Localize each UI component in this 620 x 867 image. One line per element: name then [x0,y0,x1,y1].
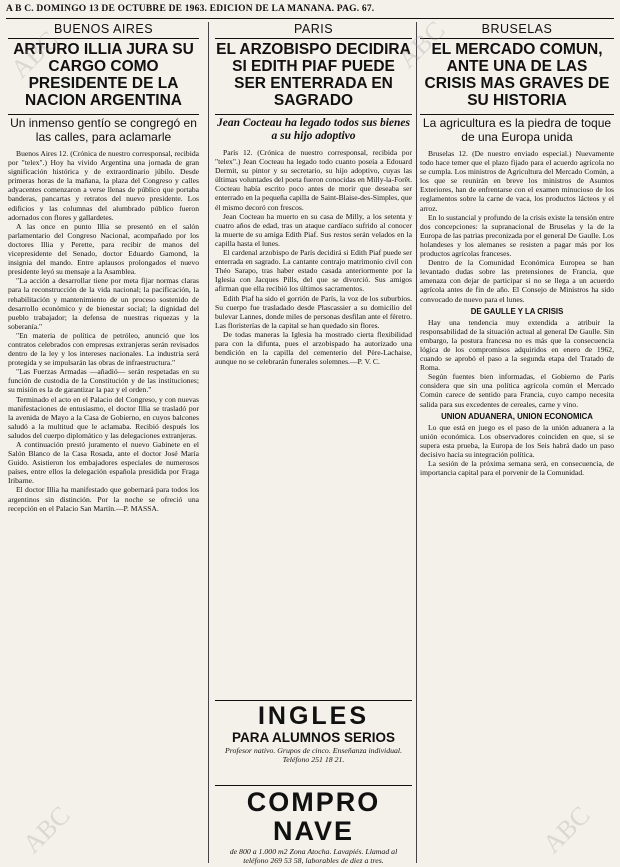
paragraph: "En materia de política de petróleo, anunció que los contratos celebrados con empresas extranjeras serán revisados dentro de la ley y los intereses nacionales. La industria será protegida y se impulsarán las obras de infraestructura." [8,330,199,368]
paragraph: El cardenal arzobispo de París decidirá si Edith Piaf puede ser enterrada en sagrado. La cantante contrajo matrimonio civil con Théo Sarapo, tras haber estado casada anteriormente por la Iglesia con Jacques Pills, del que se divorció. Sus amigos afirman que ella recibió los últimos sacramentos. [215,248,412,294]
subheadline: Un inmenso gentío se congregó en las calles, para aclamarle [10,116,197,144]
paragraph: A continuación prestó juramento el nuevo Gabinete en el Salón Blanco de la Casa Rosada, ante el doctor José María Guido. Asistieron los embajadores especiales de numerosos países, entre ellos la delegación española presidida por Fraga Iribarne. [8,440,199,486]
headline: EL MERCADO COMUN, ANTE UNA DE LAS CRISIS MAS GRAVES DE SU HISTORIA [424,41,610,109]
article-body [420,149,614,477]
article-body [8,149,199,513]
paragraph: Edith Piaf ha sido el gorrión de París, la voz de los suburbios. Su cuerpo fue trasladado desde Plascassier a su domicilio del bulevar Lannes, donde miles de personas desfilan ante el féretro. Las floristerías de la capital se han quedado sin flores. [215,293,412,330]
article-paris [215,22,412,697]
subheadline: La agricultura es la piedra de toque de una Europa unida [422,116,612,144]
headline-box [215,38,412,115]
column-divider [208,22,209,863]
headline-box [420,38,614,115]
paragraph: La sesión de la próxima semana será, en consecuencia, de importancia capital para el porvenir de la Comunidad. [420,459,614,478]
masthead: A B C. DOMINGO 13 DE OCTUBRE DE 1963. EDICION DE LA MAÑANA. PAG. 67. [6,4,375,14]
paragraph: El doctor Illia ha manifestado que gobernará para todos los argentinos sin distinción. Por la noche se ofreció una recepción en el Palacio San Martín.—P. MASSA. [8,485,199,513]
watermark: ABC [17,800,76,859]
paragraph: Terminado el acto en el Palacio del Congreso, y con nuevas manifestaciones de entusiasmo, el doctor Illia se trasladó por la avenida de Mayo a la Casa de Gobierno, en cuyos balcones saludó a la multitud que le aclamaba. Recibió después los saludos del cuerpo diplomático y las delegaciones extranjeras. [8,394,199,440]
ad-subtitle: PARA ALUMNOS SERIOS [231,730,395,745]
watermark: ABC [5,25,64,84]
paragraph: Según fuentes bien informadas, el Gobierno de París considera que sin una política agrícola común el Mercado Común carece de sentido para Francia, cuyo campo necesita salida para sus excedentes de cereales, carne y vino. [420,372,614,409]
paragraph: "La acción a desarrollar tiene por meta fijar normas claras para la reconstrucción de la vida nacional; la pacificación, la rehabilitación y mantenimiento de un proceso sostenido de desarrollo económico y de bienestar social; la dignidad del pueblo trabajador; la defensa de nuestras riquezas y la soberanía." [8,276,199,331]
paragraph: París 12. (Crónica de nuestro corresponsal, recibida por "telex".) Jean Cocteau ha legado todo cuanto poseía a Edouard Dermit, su pintor y su secretario, su hijo adoptivo, cuyas las últimas voluntades del poeta fueron conocidas en Milly-la-Forêt. Cocteau había escrito poco antes de morir que deseaba ser enterrado en la pequeña capilla de Saint-Blaise-des-Simples, que él mismo decoró con frescos. [215,148,412,212]
article-body [215,148,412,366]
subhead: DE GAULLE Y LA CRISIS [470,306,564,316]
section-label: BRUSELAS [481,22,553,36]
section-label: PARIS [293,22,334,36]
paragraph: Bruselas 12. (De nuestro enviado especial.) Nuevamente todo hace temer que el plazo fijado para el acuerdo agrícola no se cumpla. Los ministros de Agricultura del Mercado Común, a los que se reunirán en breve los ministros de Asuntos Exteriores, han de enfrentarse con el examen minucioso de los reglamentos sobre la carne de vaca, los productos lácteos y el arroz. [420,149,614,213]
watermark: ABC [537,800,596,859]
subhead: UNION ADUANERA, UNION ECONOMICA [441,411,593,421]
article-bruselas [420,22,614,863]
paragraph: Buenos Aires 12. (Crónica de nuestro corresponsal, recibida por "telex".) Hoy ha vivido Argentina una jornada de gran significación histórica y de extraordinario júbilo. Desde primeras horas de la mañana, la plaza del Congreso y calles adyacentes comenzaron a verse llenas de público que portaba banderas, pancartas y retratos del nuevo presidente. Los edificios y las columnas del alumbrado público fueron adornados con flores y gallardetes. [8,149,199,222]
paragraph: De todas maneras la Iglesia ha mostrado cierta flexibilidad para con la difunta, pues el arzobispado ha autorizado una bendición en la capilla del cementerio del Père-Lachaise, aunque no se celebrarán funerales solemnes.—P. V. C. [215,329,412,367]
article-buenos-aires [8,22,199,863]
section-label: BUENOS AIRES [53,22,154,36]
watermark: ABC [392,15,451,74]
headline: EL ARZOBISPO DECIDIRA SI EDITH PIAF PUEDE SER ENTERRADA EN SAGRADO [216,41,411,109]
paragraph: Dentro de la Comunidad Económica Europea se han levantado dudas sobre las pretensiones de Francia, que amenaza con dejar de participar si no se llega a un acuerdo agrícola antes de fin de año. El Consejo de Ministros ha sido convocado de nuevo para el lunes. [420,258,614,304]
paragraph: En lo sustancial y profundo de la crisis existe la tensión entre dos concepciones: la supranacional de Bruselas y la de la Europa de las patrias preconizada por el general De Gaulle. Los holandeses y los alemanes se resisten a pagar más por los productos agrícolas franceses. [420,212,614,259]
paragraph: Lo que está en juego es el paso de la unión aduanera a la unión económica. Los observadores coinciden en que, si se supera esta prueba, la Europa de los Seis habrá dado un paso decisivo hacia su integración política. [420,422,614,459]
paragraph: "Las Fuerzas Armadas —añadió— serán respetadas en su función de custodia de la Constitución y de las instituciones; su misión es la de garantizar la paz y el orden." [8,367,199,395]
subheadline: Jean Cocteau ha legado todos sus bienes a su hijo adoptivo [217,117,410,142]
classified-ad-warehouse [215,785,412,864]
ad-text: de 800 a 1.000 m2 Zona Atocha. Lavapiés. Llamad al teléfono 269 53 58, laborables de diez a tres. [229,847,398,865]
paragraph: Hay una tendencia muy extendida a atribuir la responsabilidad de la situación actual al general De Gaulle. Sin embargo, la postura francesa no es más que la consecuencia lógica de los compromisos adquiridos en enero de 1962, cuando se aprobó el paso a la segunda etapa del Tratado de Roma. [420,317,614,373]
paragraph: Jean Cocteau ha muerto en su casa de Milly, a los setenta y cuatro años de edad, tras un ataque cardíaco sufrido al conocer la muerte de su amiga Edith Piaf. Sus restos serán velados en la capilla hasta el lunes. [215,211,412,248]
ad-text: Profesor nativo. Grupos de cinco. Enseñanza individual. Teléfono 251 18 21. [224,746,403,764]
ad-title: COMPRO NAVE [246,787,381,846]
paragraph: A las once en punto Illia se presentó en el salón parlamentario del Congreso Nacional, acompañado por los doctores Illia y Perette, para recibir de manos del vicepresidente del Senado, doctor Eduardo Gamond, la insignia del mando. Entre aplausos prolongados el nuevo presidente leyó su mensaje a la Asamblea. [8,221,199,277]
column-divider [416,22,417,863]
ad-title: INGLES [257,702,370,730]
headline: ARTURO ILLIA JURA SU CARGO COMO PRESIDENTE DE LA NACION ARGENTINA [13,41,194,109]
classified-ad-english [215,700,412,783]
masthead-rule [6,18,614,19]
headline-box [8,38,199,115]
